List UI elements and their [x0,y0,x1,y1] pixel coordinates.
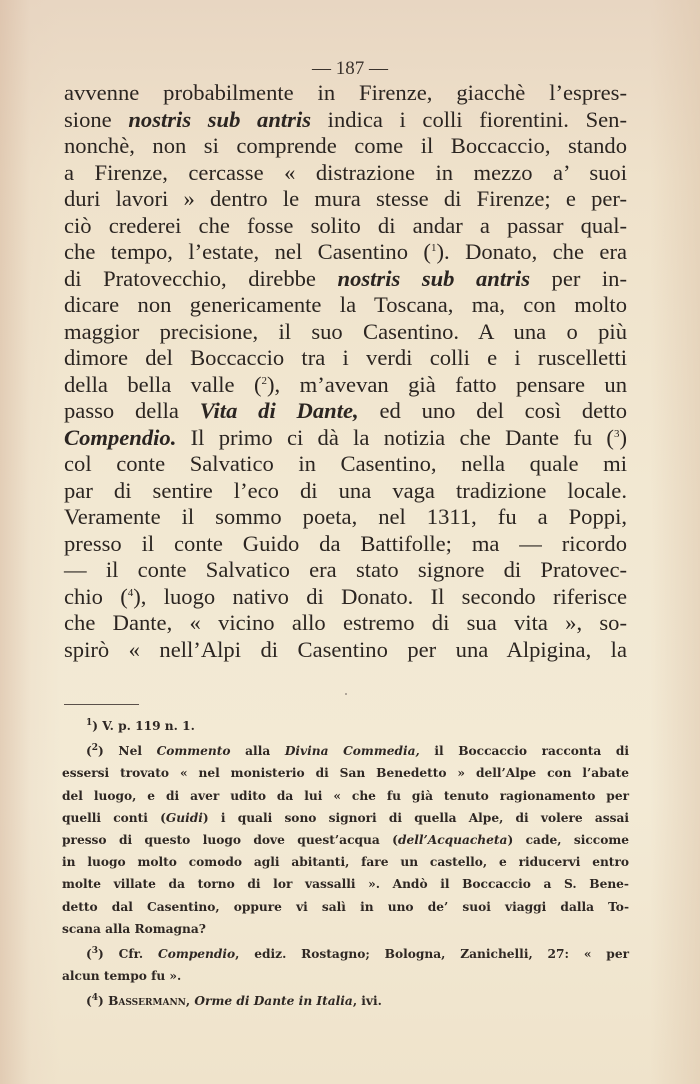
text-line [64,531,627,558]
text-line [64,637,627,664]
text-run: del luogo, e di aver udito da lui « che fu già tenuto ragionamento per [62,788,629,803]
text-line [64,345,627,372]
text-line [64,398,627,425]
text-run: ) [619,424,627,450]
text-run: in luogo molto comodo agli abitanti, fare un castello, e riducervi entro [62,855,629,870]
footnote-4 [62,990,629,1012]
footnote-line [62,943,629,965]
emphasized-text: Compendio. [64,424,177,450]
text-run: della bella valle ( [64,371,262,397]
text-line [64,160,627,187]
text-run: ) cade, siccome [507,833,630,848]
emphasized-text: dell’Acquacheta [397,833,508,848]
footnote-line [62,715,629,737]
text-line [64,319,627,346]
text-run: Cfr. [103,947,159,962]
text-line [64,133,627,160]
text-run: Veramente il sommo poeta, nel 1311, fu a Poppi, [64,504,627,529]
ink-speck [345,693,347,695]
footnote-line [62,740,629,762]
text-run: scana alla Romagna? [62,921,206,936]
text-run: il Boccaccio racconta di [419,744,630,759]
text-run: quelli conti ( [62,810,166,825]
text-run: a Firenze, cercasse « distrazione in mezzo a’ suoi [64,159,627,185]
text-run: alla [230,744,285,759]
footnote-line [62,851,629,873]
text-line [64,239,627,266]
text-run: ciò crederei che fosse solito di andar a passar qual- [64,212,627,238]
footnote-marker: $^1$) [86,718,99,733]
text-line [64,610,627,637]
text-line [64,266,627,293]
footnote-marker: ($^4$) [86,993,104,1009]
emphasized-text: Bassermann [108,994,186,1009]
emphasized-text: Compendio [158,947,236,962]
emphasized-text: Orme di Dante in Italia [194,994,353,1009]
emphasized-text: Commento [156,744,231,759]
text-run: presso di questo luogo dove quest’acqua ( [62,833,398,848]
text-run: ). Donato, che era [436,239,628,264]
text-line [64,425,627,452]
footnote-line [62,965,629,987]
text-run: , ediz. Rostagno; Bologna, Zanichelli, 27: « per [235,947,629,962]
text-run: chio ( [64,583,128,609]
footnote-line [62,873,629,895]
emphasized-text: Vita di Dante, [199,398,359,423]
text-run: presso il conte Guido da Battifolle; ma — ricordo [64,530,627,556]
text-run: maggior precisione, il suo Casentino. A una o più [64,318,627,344]
emphasized-text: nostris sub antris [337,265,530,291]
text-run: ), m’avevan già fatto pensare un [267,371,627,397]
text-run: , ivi. [352,994,382,1009]
text-run: essersi trovato « nel monisterio di San Benedetto » dell’Alpe con l’abate [62,766,629,781]
main-text-block [64,80,627,663]
text-line [64,80,627,107]
text-line [64,504,627,531]
footnote-line [62,896,629,918]
text-run: par di sentire l’eco di una vaga tradizione locale. [64,477,627,503]
text-run: che Dante, « vicino allo estremo di sua vita », so- [64,610,627,635]
emphasized-text: nostris sub antris [128,106,312,132]
footnote-reference: 2 [261,374,268,387]
footnote-reference: 3 [613,427,620,440]
page-number: — 187 — [312,58,388,79]
footnote-reference: 1 [430,242,437,254]
text-run: V. p. 119 n. 1. [98,719,195,733]
text-run: nonchè, non si comprende come il Boccaccio, stando [64,133,627,158]
footnotes-block [62,715,629,1016]
text-run: indica i colli fiorentini. Sen- [311,106,627,132]
text-line [64,213,627,240]
text-line [64,107,627,134]
text-run: detto dal Casentino, oppure vi salì in uno de’ suoi viaggi dalla To- [62,899,629,914]
footnote-line [62,807,629,829]
footnote-line [62,918,629,940]
text-run: duri lavori » dentro le mura stesse di Firenze; e per- [64,186,627,211]
footnote-marker: ($^3$) [86,946,104,962]
text-run: Nel [103,744,157,759]
text-run: ) i quali sono signori di quella Alpe, di volere assai [202,810,629,825]
footnote-3 [62,943,629,987]
text-run: dicare non genericamente la Toscana, ma, con molto [64,292,627,317]
footnote-marker: ($^2$) [86,743,104,759]
emphasized-text: Divina Commedia, [284,744,420,759]
footnote-line [62,762,629,784]
text-run: di Pratovecchio, direbbe [64,265,338,291]
emphasized-text: Guidi [165,810,203,825]
text-run: dimore del Boccaccio tra i verdi colli e i ruscelletti [64,345,627,370]
text-run: che tempo, l’estate, nel Casentino ( [64,239,431,264]
text-line [64,186,627,213]
text-run: avvenne probabilmente in Firenze, giacchè l’espres- [64,80,627,105]
footnote-1 [62,715,629,737]
text-run: passo della [64,398,200,423]
footnote-2 [62,740,629,940]
text-run: sione [64,106,129,132]
text-run: , [185,994,195,1009]
text-run: Il primo ci dà la notizia che Dante fu ( [176,424,614,450]
text-line [64,451,627,478]
text-line [64,584,627,611]
footnote-reference: 4 [127,586,134,599]
footnote-line [62,990,629,1012]
footnote-line [62,785,629,807]
text-line [64,292,627,319]
text-line [64,372,627,399]
text-run: ed uno del così detto [358,398,627,423]
footnote-divider [64,704,139,705]
footnote-line [62,829,629,851]
text-run: ), luogo nativo di Donato. Il secondo riferisce [133,583,627,609]
text-run: per in- [530,265,627,291]
text-run: — il conte Salvatico era stato signore di Pratovec- [64,557,627,582]
text-run: molte villate da torno di lor vassalli ». Andò il Boccaccio a S. Bene- [62,877,629,892]
text-line [64,478,627,505]
text-run: alcun tempo fu ». [62,969,182,984]
text-run: spirò « nell’Alpi di Casentino per una Alpigina, la [64,636,627,662]
text-line [64,557,627,584]
text-run: col conte Salvatico in Casentino, nella quale mi [64,451,627,476]
